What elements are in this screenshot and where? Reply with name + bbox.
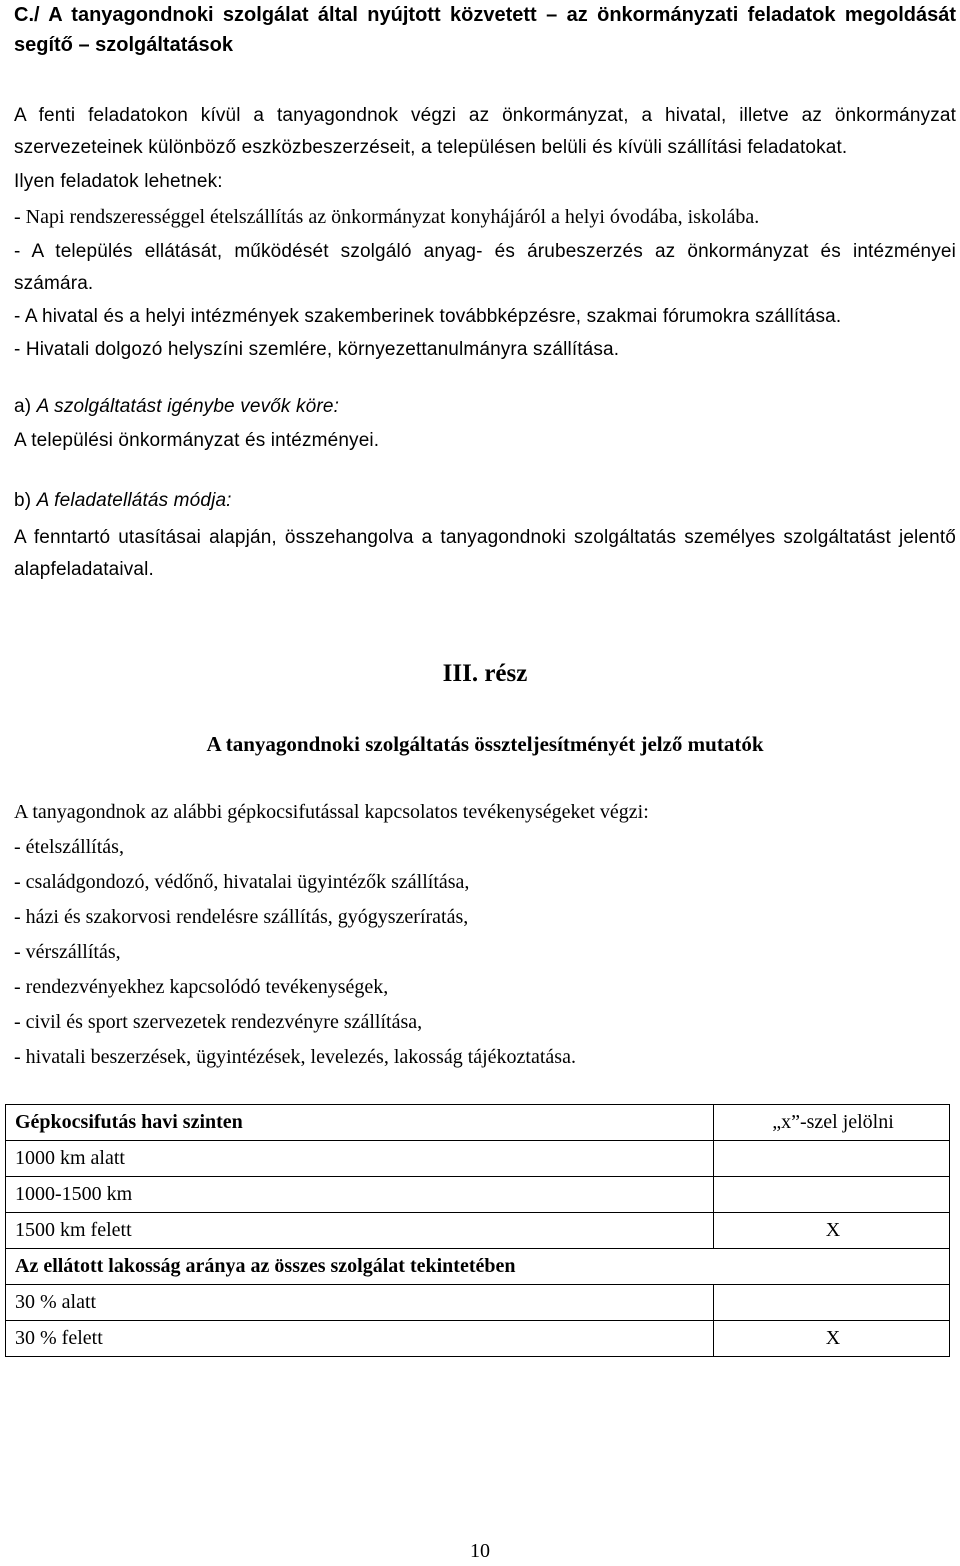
spacer (14, 691, 956, 727)
section-c-heading: C./ A tanyagondnoki szolgálat által nyújtott közvetett – az önkormányzati feladatok megoldását segítő – szolgáltatások (14, 4, 956, 56)
subsection-a-title: A szolgáltatást igénybe vevők köre: (36, 396, 340, 417)
table-row (6, 1141, 950, 1177)
list-item: - családgondozó, védőnő, hivatalai ügyintézők szállítása, (14, 871, 470, 893)
page-number: 10 (470, 1540, 490, 1562)
table-subheader: Az ellátott lakosság aránya az összes szolgálat tekintetében (6, 1249, 950, 1285)
spacer (14, 586, 956, 656)
task-item-4: - Hivatali dolgozó helyszíni szemlére, környezettanulmányra szállítása. (14, 339, 620, 360)
table-cell-label: 1000 km alatt (6, 1141, 714, 1177)
indicator-table (5, 1104, 950, 1357)
table-row (6, 1177, 950, 1213)
table-cell-mark: X (714, 1321, 950, 1357)
task-item-3: - A hivatal és a helyi intézmények szakemberinek továbbképzésre, szakmai fórumokra szállítása. (14, 306, 842, 327)
spacer (14, 366, 956, 391)
task-item-2: - A település ellátását, működését szolgáló anyag- és árubeszerzés az önkormányzat és intézményei számára. (14, 241, 956, 294)
subsection-a-prefix: a) (14, 396, 37, 417)
list-item: - ételszállítás, (14, 836, 124, 858)
table-header-mark: „x”-szel jelölni (714, 1105, 950, 1141)
subsection-b (14, 485, 956, 517)
list-item: - házi és szakorvosi rendelésre szállítás, gyógyszeríratás, (14, 906, 469, 928)
table-cell-mark (714, 1141, 950, 1177)
subsection-a (14, 391, 956, 423)
table-row (6, 1285, 950, 1321)
table-cell-mark (714, 1177, 950, 1213)
spacer (14, 60, 956, 100)
list-item: - vérszállítás, (14, 941, 121, 963)
task-item-1: - Napi rendszerességgel ételszállítás az önkormányzat konyhájáról a helyi óvodába, iskolába. (14, 206, 760, 228)
table-cell-mark (714, 1285, 950, 1321)
table-cell-label: 30 % alatt (6, 1285, 714, 1321)
tasks-label: Ilyen feladatok lehetnek: (14, 171, 223, 192)
table-header-mileage: Gépkocsifutás havi szinten (6, 1105, 714, 1141)
document-page (14, 0, 956, 1357)
list-item: - rendezvényekhez kapcsolódó tevékenységek, (14, 976, 389, 998)
subsection-b-prefix: b) (14, 490, 37, 511)
table-cell-label: 30 % felett (6, 1321, 714, 1357)
subsection-b-title: A feladatellátás módja: (36, 490, 232, 511)
activities-list (14, 830, 956, 1075)
table-row (6, 1213, 950, 1249)
table-cell-label: 1500 km felett (6, 1213, 714, 1249)
activities-intro: A tanyagondnok az alábbi gépkocsifutással kapcsolatos tevékenységeket végzi: (14, 801, 649, 823)
subsection-b-text: A fenntartó utasításai alapján, összehangolva a tanyagondnoki szolgáltatás személyes szolgáltatást jelentő alapfeladataival. (14, 527, 956, 580)
section-c-intro: A fenti feladatokon kívül a tanyagondnok végzi az önkormányzat, a hivatal, illetve az önkormányzat szervezeteinek különböző eszközbeszerzéseit, a településen belüli és kívüli szállítási feladatokat. (14, 105, 956, 158)
spacer (14, 762, 956, 795)
part-title: III. rész (442, 660, 528, 687)
table-cell-label: 1000-1500 km (6, 1177, 714, 1213)
spacer (14, 457, 956, 485)
list-item: - hivatali beszerzések, ügyintézések, levelezés, lakosság tájékoztatása. (14, 1046, 576, 1068)
list-item: - civil és sport szervezetek rendezvényre szállítása, (14, 1011, 423, 1033)
table-subheader-row (6, 1249, 950, 1285)
subsection-a-text: A települési önkormányzat és intézményei. (14, 430, 380, 451)
spacer (14, 1075, 956, 1104)
table-header-row (6, 1105, 950, 1141)
table-cell-mark: X (714, 1213, 950, 1249)
table-row (6, 1321, 950, 1357)
part-subtitle: A tanyagondnoki szolgáltatás összteljesítményét jelző mutatók (206, 732, 764, 756)
